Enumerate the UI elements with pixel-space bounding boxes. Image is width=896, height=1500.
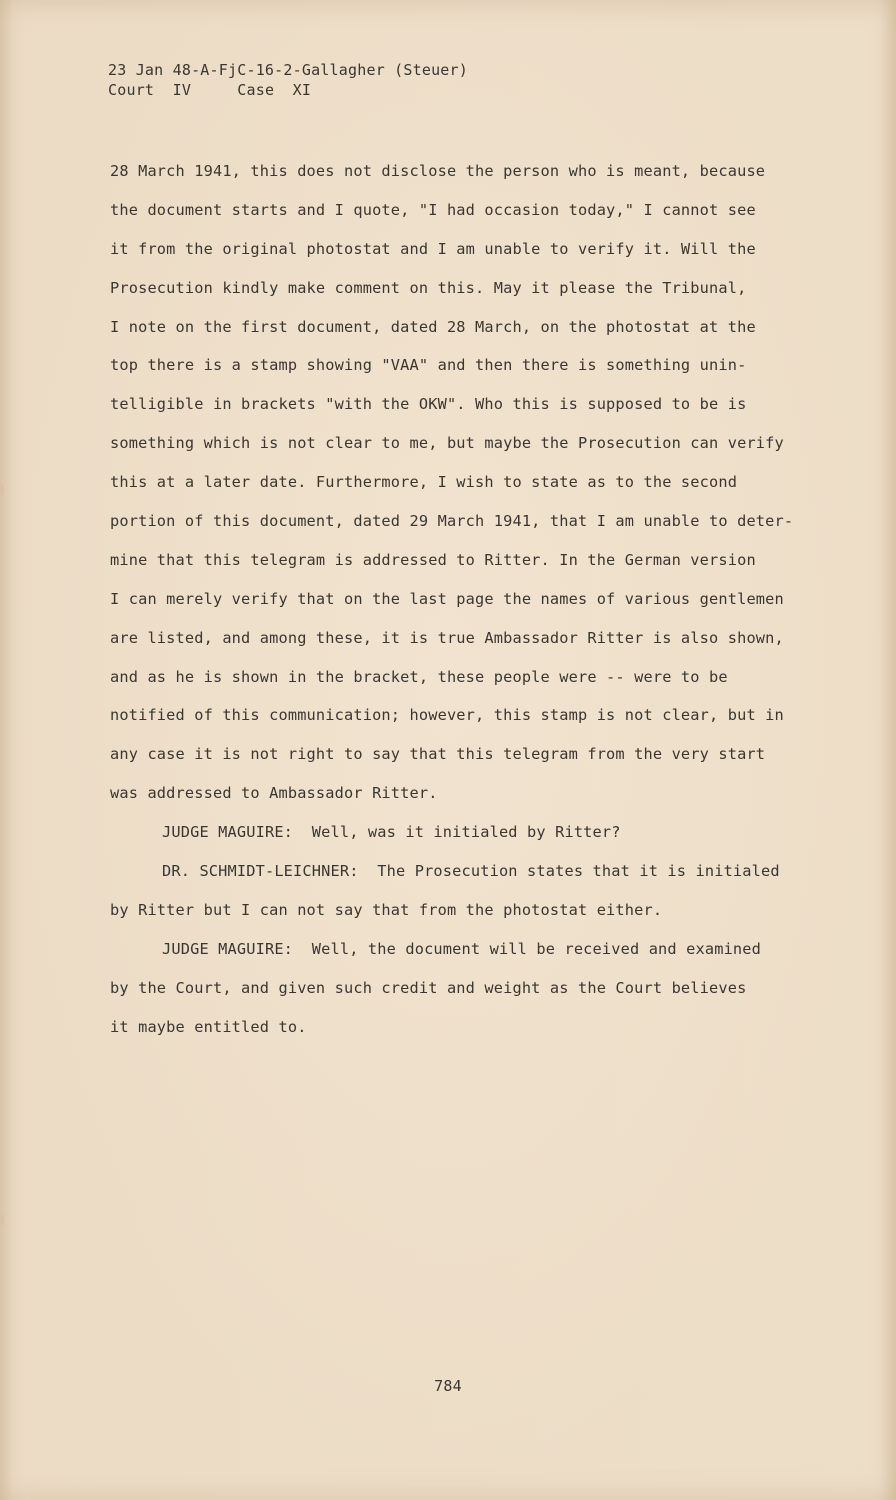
transcript-line: mine that this telegram is addressed to Ritter. In the German version xyxy=(110,550,756,569)
header-court-case xyxy=(108,80,468,100)
transcript-line: by the Court, and given such credit and weight as the Court believes xyxy=(110,978,747,997)
transcript-body xyxy=(110,152,830,1046)
transcript-line: and as he is shown in the bracket, these people were -- were to be xyxy=(110,667,728,686)
transcript-line: was addressed to Ambassador Ritter. xyxy=(110,784,438,803)
transcript-line: telligible in brackets "with the OKW". Who this is supposed to be is xyxy=(110,395,747,414)
case-label: Case xyxy=(237,81,275,99)
transcript-line: something which is not clear to me, but maybe the Prosecution can verify xyxy=(110,434,784,453)
header-reference: 23 Jan 48-A-FjC-16-2-Gallagher (Steuer) xyxy=(108,61,468,79)
page-number: 784 xyxy=(434,1377,462,1395)
speaker-line: JUDGE MAGUIRE: Well, the document will be received and examined xyxy=(162,939,762,958)
transcript-line: this at a later date. Furthermore, I wish to state as to the second xyxy=(110,473,738,492)
transcript-line: it from the original photostat and I am unable to verify it. Will the xyxy=(110,239,756,258)
transcript-line: by Ritter but I can not say that from the photostat either. xyxy=(110,900,663,919)
binding-hole-mark xyxy=(0,485,4,495)
transcript-line: portion of this document, dated 29 March 1941, that I am unable to deter- xyxy=(110,512,794,531)
document-header xyxy=(108,60,468,100)
transcript-line: top there is a stamp showing "VAA" and then there is something unin- xyxy=(110,356,747,375)
court-label: Court xyxy=(108,81,155,99)
transcript-line: are listed, and among these, it is true Ambassador Ritter is also shown, xyxy=(110,628,784,647)
transcript-line: any case it is not right to say that this telegram from the very start xyxy=(110,745,766,764)
transcript-line: it maybe entitled to. xyxy=(110,1017,307,1036)
speaker-line: JUDGE MAGUIRE: Well, was it initialed by Ritter? xyxy=(162,823,621,842)
transcript-line: I can merely verify that on the last page the names of various gentlemen xyxy=(110,589,784,608)
speaker-line: DR. SCHMIDT-LEICHNER: The Prosecution states that it is initialed xyxy=(162,862,780,881)
transcript-line: Prosecution kindly make comment on this. May it please the Tribunal, xyxy=(110,278,747,297)
transcript-line: notified of this communication; however, this stamp is not clear, but in xyxy=(110,706,784,725)
transcript-line: I note on the first document, dated 28 March, on the photostat at the xyxy=(110,317,756,336)
transcript-line: 28 March 1941, this does not disclose the person who is meant, because xyxy=(110,162,766,180)
transcript-line: the document starts and I quote, "I had occasion today," I cannot see xyxy=(110,200,756,219)
binding-hole-mark xyxy=(0,1215,4,1225)
court-value: IV xyxy=(172,81,192,99)
case-value: XI xyxy=(292,81,312,99)
